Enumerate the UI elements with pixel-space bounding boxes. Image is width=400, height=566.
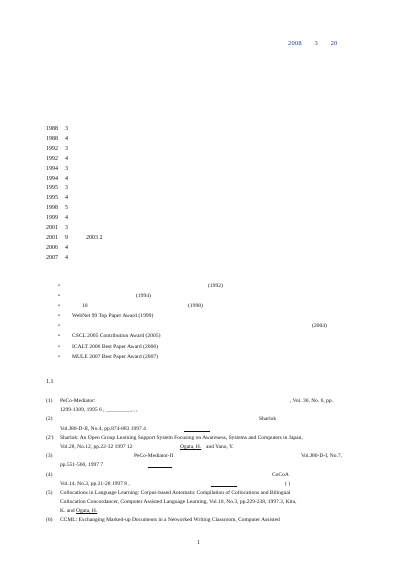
publication-number: (5) [46,489,53,496]
award-item [58,321,358,331]
career-history [46,125,103,264]
award-text: ICALT 2006 Best Paper Award (2006) [72,343,159,350]
publication-line: Vol.J80-D-II, No.4, pp.874-883 1997 4 [60,425,146,432]
award-item [58,342,358,352]
history-row [46,145,103,155]
history-month: 4 [65,155,68,162]
award-text: WebNet 99 Top Paper Award (1999) [72,313,154,320]
award-prefix: 10 [82,303,88,310]
history-month: 3 [65,165,68,172]
award-item [58,352,358,362]
publication-number: (2') [46,434,54,441]
history-month: 3 [65,145,68,152]
award-text: MULE 2007 Best Paper Award (2007) [72,353,159,360]
award-text: (1992) [208,283,223,289]
publication-line: Vol.J80-D-I, No.7, [301,453,342,460]
history-year: 1995 [46,185,58,192]
publication-line: Collocation Concordancer, Computer Assisted Language Learning, Vol.10, No.3, pp.229-238, 1997.3, Kita, [60,499,297,506]
history-year: 2007 [46,254,58,261]
history-year: 1988 [46,135,58,142]
history-month: 3 [65,185,68,192]
history-month: 4 [65,244,68,251]
document-date [288,40,337,47]
history-row [46,234,103,244]
date-month: 3 [314,40,318,47]
publication-line: CoCoA [272,471,289,478]
publication-line: 1299-1309, 1995 6 , _________, , , [60,407,138,414]
publication-line: , Vol. 36, No. 6, pp. [290,398,334,404]
publication-list [46,397,354,526]
history-row [46,204,103,214]
award-item [58,301,358,311]
publication-item [46,415,354,433]
history-month: 4 [65,175,68,182]
history-month: 4 [65,215,68,222]
publication-line: Sharlok: An Open Group Learning Support System Focusing on Awareness, Systems and Computers in Japan, [60,434,303,441]
bullet-icon: • [58,323,60,330]
history-row [46,214,103,224]
awards-list [58,281,358,362]
award-text: (1998) [188,303,203,310]
history-month: 3 [65,225,68,232]
publication-number: (6) [46,517,53,524]
publication-item [46,397,354,415]
bullet-icon: • [58,303,60,310]
award-item [58,331,358,341]
history-month: 5 [65,205,68,212]
author-rest: and Yano, Y. [206,443,234,450]
date-day: 20 [330,40,338,47]
history-month: 4 [65,135,68,142]
publication-item [46,434,354,452]
award-text: (1994) [136,293,151,300]
bullet-icon: • [58,293,60,300]
publication-number: (1) [46,398,53,404]
publication-item [46,516,354,525]
history-year: 1999 [46,215,58,222]
history-year: 1994 [46,165,58,172]
bullet-icon: • [58,353,60,360]
publication-line: Vol.28, No.12, pp.22-32 1997 12 [60,443,133,450]
publication-line: pp.551-560, 1997 7 [60,462,104,469]
publication-line: CCML: Exchanging Marked-up Documents in a Networked Writing Classroom, Computer Assisted [60,517,280,524]
history-year: 1998 [46,205,58,212]
history-row [46,184,103,194]
history-row [46,224,103,234]
publication-line: K. and Ogata, H. [60,508,98,515]
history-row [46,135,103,145]
history-row [46,194,103,204]
publication-number: (3) [46,453,53,460]
bullet-icon: • [58,313,60,320]
history-row [46,175,103,185]
award-text: (2004) [312,323,327,330]
award-item [58,281,358,291]
history-year: 1988 [46,126,58,132]
publication-line: PeCo-Mediator-II [134,453,174,460]
history-month: 4 [65,195,68,202]
history-row [46,165,103,175]
award-text: CSCL 2005 Contribution Award (2005) [72,333,161,340]
date-year: 2008 [288,40,302,47]
history-year: 2006 [46,244,58,251]
publication-number: (4) [46,471,53,478]
publication-line: ( ) [285,480,291,487]
history-month: 4 [65,254,68,261]
history-year: 1992 [46,155,58,162]
history-extra: 2003 2 [86,234,103,241]
bullet-icon: • [58,333,60,340]
history-month: 9 [65,234,68,241]
publication-line: Sharlok [259,416,277,423]
history-month: 3 [65,126,68,132]
publication-line: Collocations in Language Learning: Corpus-based Automatic Compilation of Collocations and Bilingual [60,489,291,496]
history-year: 1992 [46,145,58,152]
publication-number: (2) [46,416,53,423]
bullet-icon: • [58,283,60,289]
history-year: 1995 [46,195,58,202]
award-item [58,311,358,321]
history-row [46,244,103,254]
history-year: 2001 [46,225,58,232]
history-row [46,125,103,135]
page-number: 1 [197,540,200,546]
history-year: 2001 [46,234,58,241]
history-row [46,155,103,165]
award-item [58,291,358,301]
publication-line: Vol.14, No.3, pp.21-28 1997 8 , [60,480,130,487]
section-title: 1.1 [46,379,54,385]
history-year: 1994 [46,175,58,182]
author-highlight: Ogata, H. [180,443,202,450]
publication-item [46,452,354,470]
publication-item [46,471,354,489]
bullet-icon: • [58,343,60,350]
publication-item [46,489,354,517]
publication-line: PeCo-Mediator: [60,398,96,404]
history-row [46,254,103,264]
